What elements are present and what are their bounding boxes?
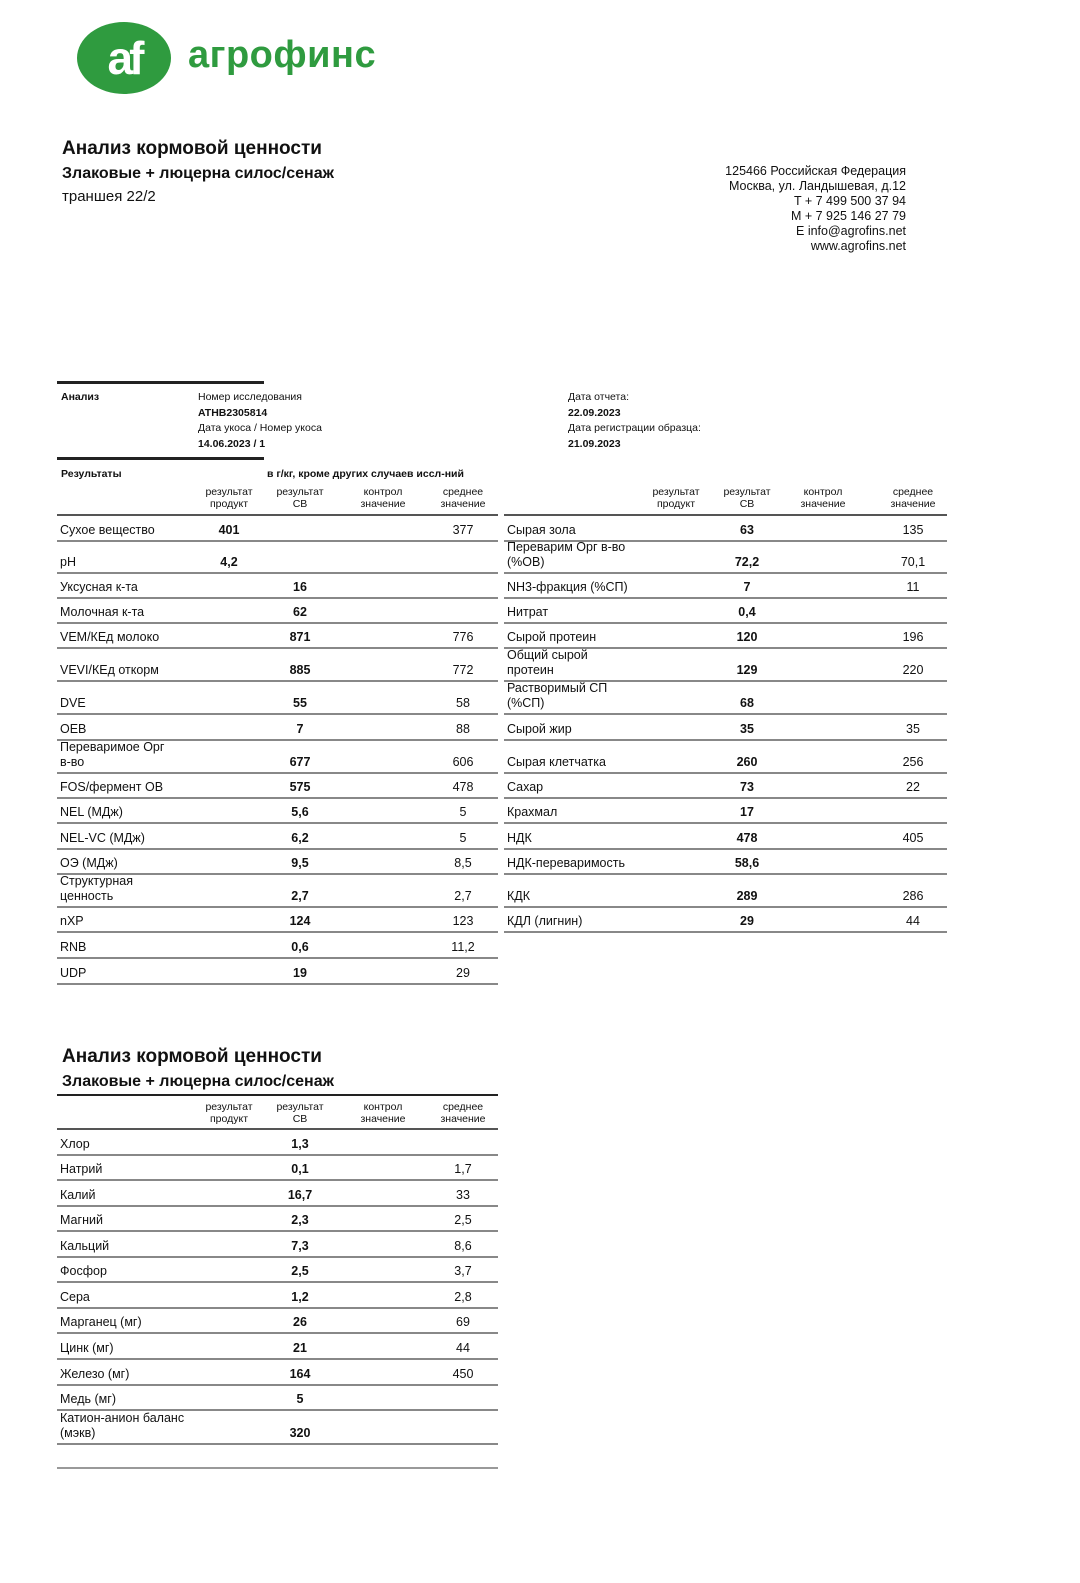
row-divider [57,772,498,774]
report-date: 22.09.2023 [568,406,621,419]
cell-avg: 5 [459,831,467,845]
cell-avg: 450 [452,1367,474,1381]
cell-avg: 772 [452,663,474,677]
row-label: НДК [507,831,532,845]
study-no-label: Номер исследования [198,391,302,403]
row-label: Медь (мг) [60,1392,116,1406]
row-label: НДК-переваримость [507,856,625,870]
cell-sv: 871 [289,630,311,644]
cell-avg: 69 [456,1315,470,1329]
row-label: Натрий [60,1162,103,1176]
cell-sv: 320 [289,1426,311,1440]
row-label: Сырой протеин [507,630,597,644]
cell-avg: 8,6 [454,1239,472,1253]
row-divider [504,772,947,774]
row-divider [504,822,947,824]
row-label: Хлор [60,1137,90,1151]
meta-top-bar [57,381,264,384]
email: E info@agrofins.net [796,224,906,238]
cell-avg: 2,5 [454,1213,472,1227]
cell-sv: 124 [289,914,311,928]
col-header-product: результат продукт [652,486,700,510]
cell-avg: 22 [906,780,920,794]
cell-sv: 289 [736,889,758,903]
row-label: Переварим Орг в-во [507,540,626,554]
row-label: Уксусная к-та [60,580,138,594]
cell-sv: 7,3 [291,1239,309,1253]
row-label: FOS/фермент ОВ [60,780,164,794]
row-label: ОЭ (МДж) [60,856,118,870]
row-label: Сера [60,1290,90,1304]
minerals-title: Анализ кормовой ценности [62,1046,322,1067]
report-date-label: Дата отчета: [568,391,629,403]
minerals-subtitle: Злаковые + люцерна силос/сенаж [62,1073,334,1090]
cell-avg: 8,5 [454,856,472,870]
row-label: Сырая зола [507,523,576,537]
row-label: Сырая клетчатка [507,755,606,769]
row-divider [57,1332,498,1334]
row-label: DVE [60,696,86,710]
row-label: Нитрат [507,605,549,619]
row-divider [57,957,498,959]
row-label: RNB [60,940,87,954]
minerals-header-line [57,1128,498,1130]
cell-avg: 776 [452,630,474,644]
phone-m: M + 7 925 146 27 79 [790,209,906,223]
minerals-bottom-line [57,1467,498,1469]
row-divider [504,572,947,574]
cell-sv: 0,6 [291,940,309,954]
cell-avg: 1,7 [454,1162,472,1176]
row-divider [504,622,947,624]
left-header-line [57,514,498,516]
cell-sv: 677 [289,755,311,769]
row-divider [57,1443,498,1445]
address-line: Москва, ул. Ландышевая, д.12 [729,179,906,193]
row-label: pH [60,555,76,569]
cell-sv: 21 [293,1341,307,1355]
row-label: Сахар [507,780,544,794]
row-label: Растворимый СП [507,681,608,695]
row-label: Железо (мг) [60,1367,130,1381]
row-label: в-во [60,755,85,769]
cell-sv: 7 [743,580,751,594]
row-label: (%OB) [507,555,545,569]
col-header-average: среднее значение [890,486,936,510]
cell-avg: 196 [902,630,924,644]
cell-sv: 0,4 [738,605,756,619]
row-divider [504,597,947,599]
address-line: 125466 Российская Федерация [725,164,906,178]
logo-name: агрофинс [188,34,377,76]
cell-sv: 2,7 [291,889,309,903]
row-divider [57,1307,498,1309]
row-label: (мэкв) [60,1426,96,1440]
row-label: NH3-фракция (%СП) [507,580,628,594]
row-label: VEVI/КЕд откорм [60,663,159,677]
cell-avg: 256 [902,755,924,769]
cell-sv: 68 [740,696,754,710]
cell-avg: 220 [902,663,924,677]
row-divider [504,848,947,850]
row-divider [57,1384,498,1386]
cell-avg: 286 [902,889,924,903]
row-divider [504,906,947,908]
cell-avg: 377 [452,523,474,537]
cell-sv: 62 [293,605,307,619]
row-label: Молочная к-та [60,605,145,619]
row-label: КДЛ (лигнин) [507,914,583,928]
row-label: Катион-анион баланс [60,1411,185,1425]
row-divider [57,1256,498,1258]
cell-avg: 35 [906,722,920,736]
company-address [725,164,906,254]
row-label: Марганец (мг) [60,1315,142,1329]
website: www.agrofins.net [810,239,906,253]
cell-avg: 33 [456,1188,470,1202]
col-header-sv: результат СВ [723,486,771,510]
cell-avg: 5 [459,805,467,819]
row-divider [57,597,498,599]
row-divider [57,713,498,715]
cell-sv: 2,3 [291,1213,309,1227]
row-label: (%СП) [507,696,545,710]
cut-value: 14.06.2023 / 1 [198,437,266,450]
row-divider [57,540,498,542]
cell-avg: 44 [906,914,920,928]
reg-date: 21.09.2023 [568,437,621,450]
study-no: ATHB2305814 [198,406,268,419]
row-divider [57,1358,498,1360]
row-label: Магний [60,1213,103,1227]
col-header-control: контрол значение [800,486,846,510]
col-header-control: контрол значение [360,1101,406,1125]
row-divider [57,931,498,933]
minerals-top-line [57,1094,498,1096]
cell-sv: 1,3 [291,1137,309,1151]
cell-sv: 35 [740,722,754,736]
cell-avg: 606 [452,755,474,769]
row-label: Крахмал [507,805,558,819]
row-divider [57,983,498,985]
col-header-sv: результат СВ [276,486,324,510]
cell-sv: 1,2 [291,1290,309,1304]
cell-sv: 63 [740,523,754,537]
row-label: Переваримое Орг [60,740,165,754]
cell-avg: 11,2 [451,940,475,954]
cell-sv: 0,1 [291,1162,309,1176]
cell-sv: 6,2 [291,831,309,845]
row-label: NEL (МДж) [60,805,123,819]
row-label: Кальций [60,1239,110,1253]
cell-prod: 401 [218,523,240,537]
report-info [568,390,701,452]
row-label: UDP [60,966,87,980]
page-title: Анализ кормовой ценности [62,138,322,159]
col-header-control: контрол значение [360,486,406,510]
cell-avg: 58 [456,696,470,710]
cell-sv: 29 [740,914,754,928]
sample-name: траншея 22/2 [62,188,156,205]
cell-avg: 2,7 [454,889,472,903]
cell-sv: 73 [740,780,754,794]
cell-sv: 129 [736,663,758,677]
cell-sv: 164 [289,1367,311,1381]
row-divider [57,906,498,908]
row-label: NEL-VC (МДж) [60,831,145,845]
cell-sv: 58,6 [734,856,760,870]
row-divider [57,822,498,824]
row-divider [57,1154,498,1156]
results-label: Результаты [61,468,122,480]
row-divider [504,931,947,933]
cell-avg: 123 [452,914,474,928]
row-label: протеин [507,663,554,677]
logo-mark: af [107,32,141,84]
row-divider [57,1230,498,1232]
cell-avg: 478 [452,780,474,794]
cell-sv: 2,5 [291,1264,309,1278]
row-label: Сухое вещество [60,523,155,537]
cell-avg: 405 [902,831,924,845]
cell-sv: 55 [293,696,307,710]
row-label: ценность [60,889,114,903]
col-header-product: результат продукт [205,1101,253,1125]
cell-avg: 11 [906,580,920,594]
cell-sv: 5 [296,1392,304,1406]
cell-sv: 72,2 [734,555,760,569]
row-divider [57,622,498,624]
cell-sv: 120 [736,630,758,644]
cell-sv: 9,5 [291,856,309,870]
cell-prod: 4,2 [220,555,238,569]
analysis-label: Анализ [61,391,100,403]
cut-label: Дата укоса / Номер укоса [198,422,322,434]
row-divider [504,713,947,715]
row-divider [504,873,947,875]
row-divider [57,1179,498,1181]
cell-sv: 5,6 [291,805,309,819]
page-subtitle: Злаковые + люцерна силос/сенаж [62,165,334,182]
row-divider [504,797,947,799]
units-note: в г/кг, кроме других случаев иссл-ний [267,468,464,480]
row-label: Структурная [60,874,133,888]
cell-avg: 3,7 [454,1264,472,1278]
cell-sv: 16 [293,580,307,594]
cell-sv: 7 [296,722,304,736]
cell-avg: 88 [456,722,470,736]
cell-avg: 44 [456,1341,470,1355]
row-divider [57,1281,498,1283]
row-divider [57,680,498,682]
study-info [198,390,322,452]
row-label: Сырой жир [507,722,572,736]
cell-avg: 70,1 [900,555,926,569]
cell-sv: 26 [293,1315,307,1329]
row-divider [57,848,498,850]
phone-t: T + 7 499 500 37 94 [793,194,906,208]
row-divider [57,1205,498,1207]
row-divider [57,647,498,649]
reg-date-label: Дата регистрации образца: [568,422,701,434]
cell-avg: 2,8 [454,1290,472,1304]
row-label: Общий сырой [507,648,588,662]
row-label: VEM/КЕд молоко [60,630,160,644]
cell-sv: 16,7 [287,1188,313,1202]
cell-sv: 478 [736,831,758,845]
row-label: Фосфор [60,1264,107,1278]
col-header-average: среднее значение [440,486,486,510]
row-label: Калий [60,1188,96,1202]
row-divider [504,739,947,741]
row-label: Цинк (мг) [60,1341,114,1355]
cell-sv: 260 [736,755,758,769]
row-divider [57,797,498,799]
col-header-average: среднее значение [440,1101,486,1125]
cell-avg: 135 [902,523,924,537]
col-header-sv: результат СВ [276,1101,324,1125]
cell-sv: 885 [289,663,311,677]
row-label: OEB [60,722,87,736]
cell-sv: 575 [289,780,311,794]
col-header-product: результат продукт [205,486,253,510]
cell-avg: 29 [456,966,470,980]
cell-sv: 17 [740,805,754,819]
row-divider [57,572,498,574]
cell-sv: 19 [293,966,307,980]
row-label: КДК [507,889,531,903]
row-label: nXP [60,914,84,928]
meta-bottom-bar [57,457,264,460]
right-header-line [504,514,947,516]
